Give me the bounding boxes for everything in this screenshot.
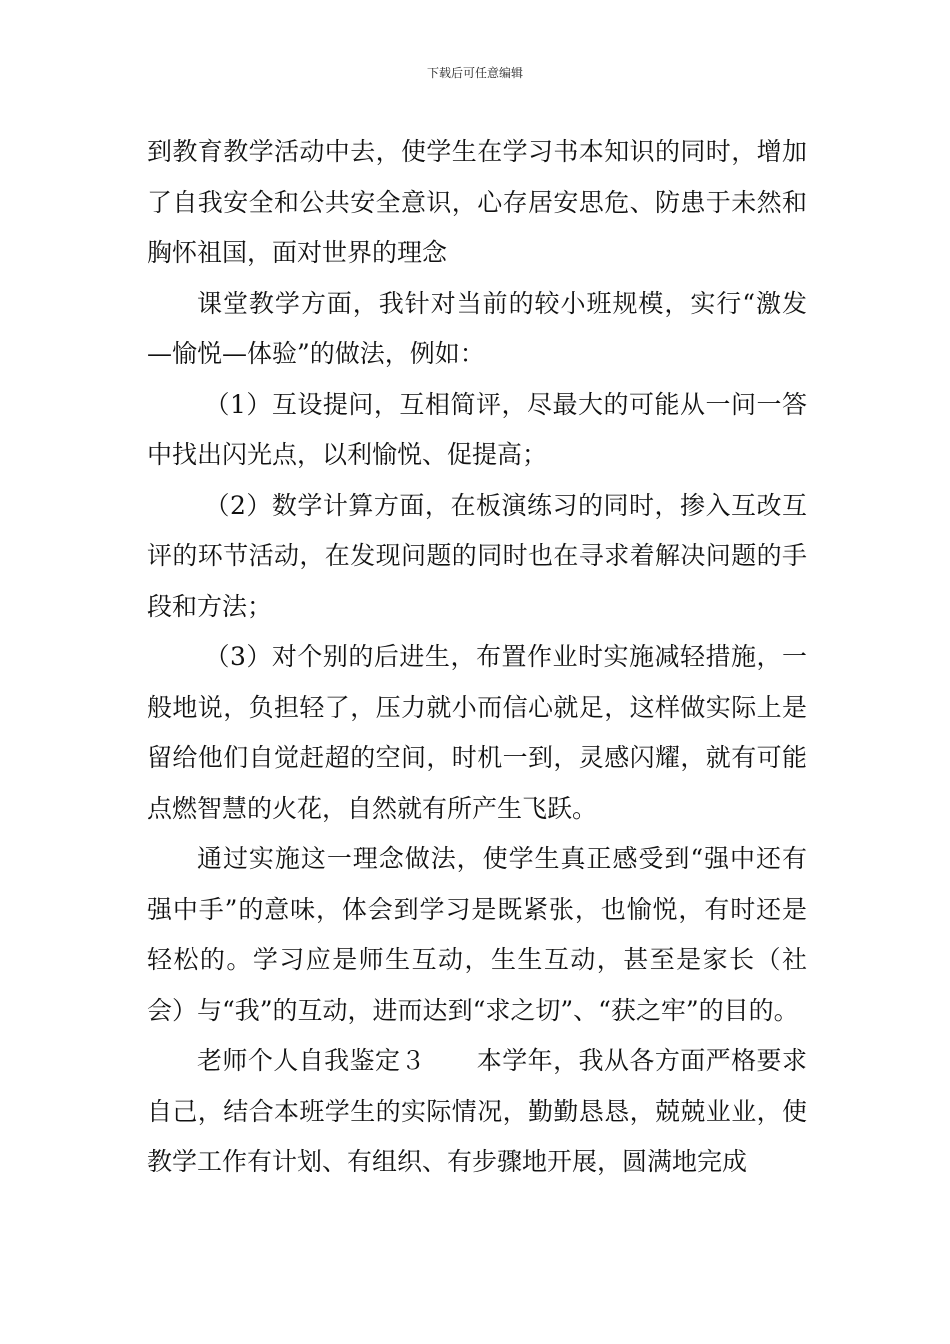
- paragraph-classroom-teaching: 课堂教学方面，我针对当前的较小班规模，实行“激发—愉悦—体验”的做法，例如：: [147, 288, 807, 368]
- paragraph-continuation: 到教育教学活动中去，使学生在学习书本知识的同时，增加了自我安全和公共安全意识，心存居安思危、防患于未然和胸怀祖国，面对世界的理念: [147, 137, 807, 267]
- page-header: 下载后可任意编辑: [426, 66, 523, 80]
- paragraph-item-3: （3）对个别的后进生，布置作业时实施减轻措施，一般地说，负担轻了，压力就小而信心就足，这样做实际上是留给他们自觉赶超的空间，时机一到，灵感闪耀，就有可能点燃智慧的火花，自然就有所产生飞跃。: [147, 642, 807, 823]
- paragraph-self-assessment-3: 老师个人自我鉴定３ 本学年，我从各方面严格要求自己，结合本班学生的实际情况，勤勤恳恳，兢兢业业，使教学工作有计划、有组织、有步骤地开展，圆满地完成: [147, 1046, 807, 1176]
- document-body: [147, 127, 807, 1188]
- paragraph-item-2: （2）数学计算方面，在板演练习的同时，掺入互改互评的环节活动，在发现问题的同时也在寻求着解决问题的手段和方法；: [147, 490, 807, 621]
- paragraph-item-1: （1）互设提问，互相简评，尽最大的可能从一问一答中找出闪光点，以利愉悦、促提高；: [147, 389, 807, 469]
- paragraph-implementation: 通过实施这一理念做法，使学生真正感受到“强中还有强中手”的意味，体会到学习是既紧张，也愉悦，有时还是轻松的。学习应是师生互动，生生互动，甚至是家长（社会）与“我”的互动，进而达到“求之切”、“获之牢”的目的。: [147, 844, 807, 1025]
